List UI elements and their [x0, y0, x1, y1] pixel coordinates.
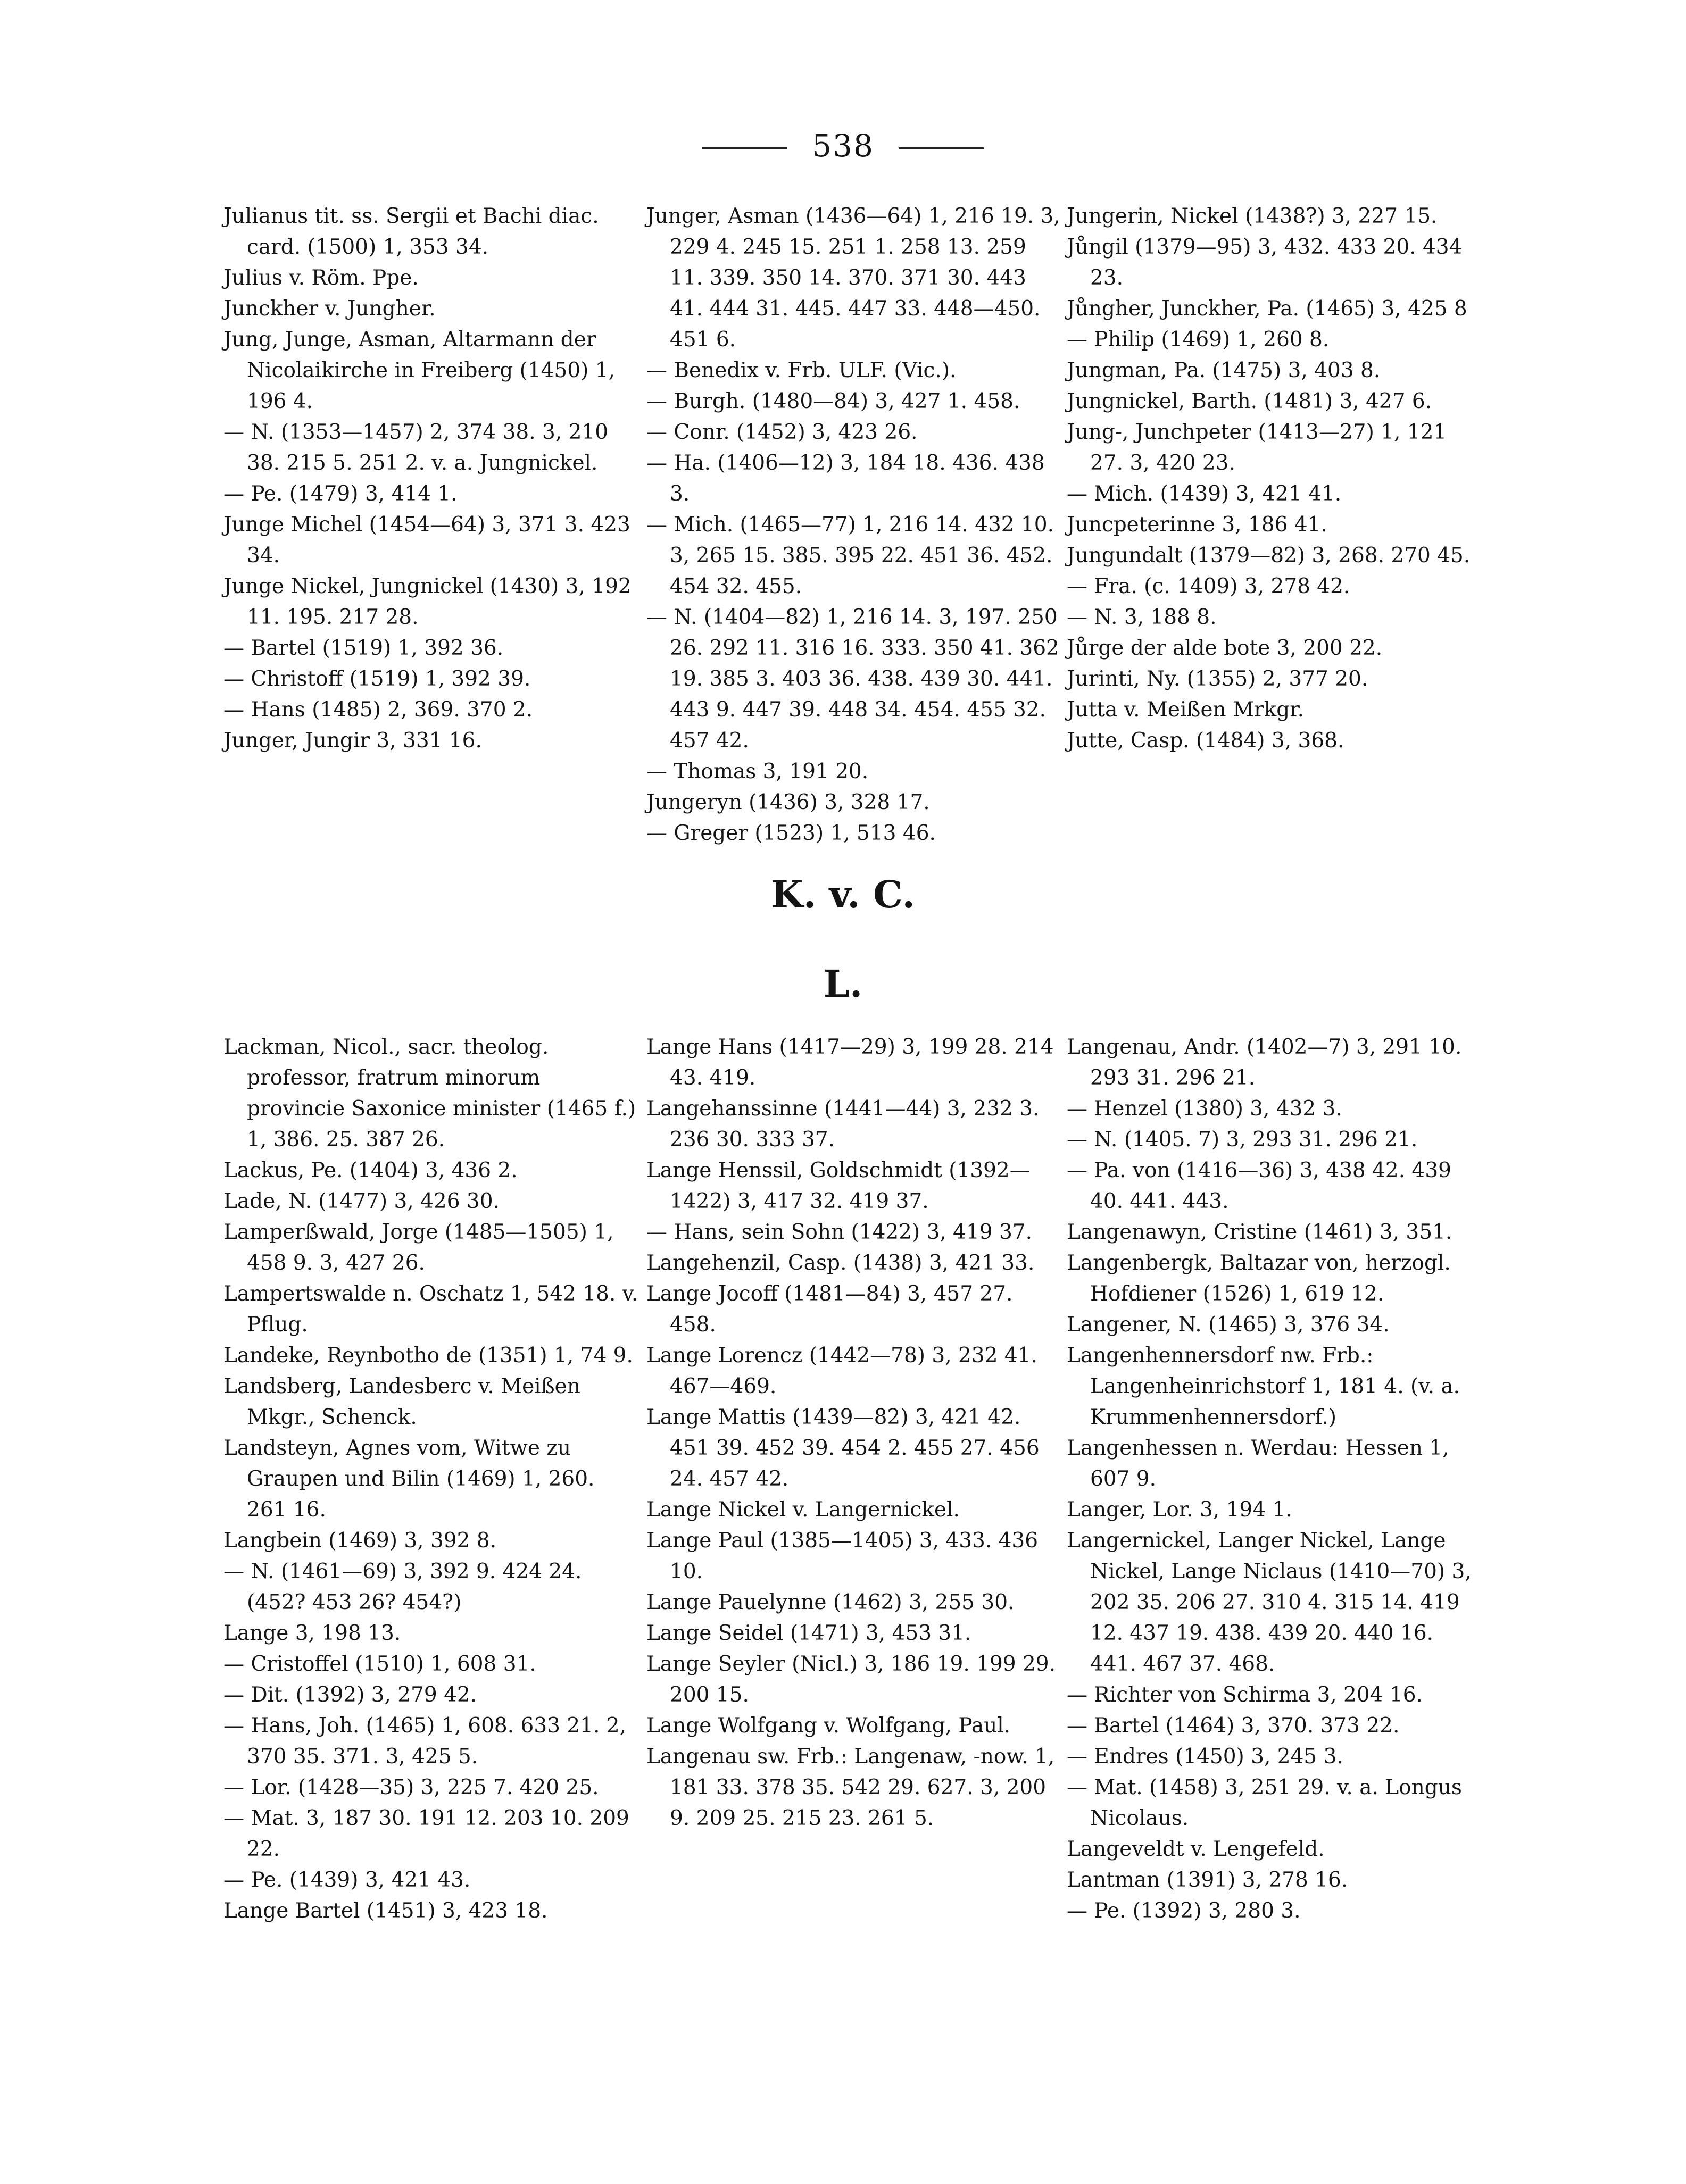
index-entry: Jurinti, Ny. (1355) 2, 377 20.: [1067, 667, 1368, 691]
index-entry: Langenau sw. Frb.: Langenaw, -now. 1, 181 33. 378 35. 542 29. 627. 3, 200 9. 209 25. 215 23. 261 5.: [646, 1745, 1055, 1830]
page-header: [0, 128, 1686, 164]
index-entry: Jungerin, Nickel (1438?) 3, 227 15.: [1067, 204, 1438, 228]
index-entry: — Mat. (1458) 3, 251 29. v. a. Longus Nicolaus.: [1067, 1775, 1462, 1830]
index-entry: Jungeryn (1436) 3, 328 17.: [646, 790, 930, 814]
index-entry: — N. (1461—69) 3, 392 9. 424 24. (452? 453 26? 454?): [223, 1560, 582, 1614]
page-number: 538: [812, 128, 874, 164]
index-entry: — Hans, sein Sohn (1422) 3, 419 37.: [646, 1220, 1033, 1244]
index-entry: Lange Hans (1417—29) 3, 199 28. 214 43. 419.: [646, 1035, 1054, 1090]
header-rule-left: [702, 147, 787, 149]
index-entry: Landsberg, Landesberc v. Meißen Mkgr., Schenck.: [223, 1374, 580, 1429]
index-entry: Jung-, Junchpeter (1413—27) 1, 121 27. 3, 420 23.: [1067, 420, 1447, 475]
index-entry: Lange Henssil, Goldschmidt (1392—1422) 3, 417 32. 419 37.: [646, 1158, 1031, 1213]
index-entry: — Endres (1450) 3, 245 3.: [1067, 1745, 1343, 1769]
index-entry: Juncpeterinne 3, 186 41.: [1067, 513, 1327, 537]
index-entry: Junger, Jungir 3, 331 16.: [223, 729, 482, 753]
index-entry: — Pe. (1439) 3, 421 43.: [223, 1868, 471, 1892]
index-entry: Lade, N. (1477) 3, 426 30.: [223, 1189, 500, 1213]
index-entry: Lange Nickel v. Langernickel.: [646, 1498, 960, 1522]
index-entry: Junge Nickel, Jungnickel (1430) 3, 192 11. 195. 217 28.: [223, 574, 632, 629]
index-entry: Landeke, Reynbotho de (1351) 1, 74 9.: [223, 1344, 633, 1368]
index-entry: — Greger (1523) 1, 513 46.: [646, 821, 936, 845]
index-entry: — Christoff (1519) 1, 392 39.: [223, 667, 531, 691]
index-entry: Junger, Asman (1436—64) 1, 216 19. 3, 229 4. 245 15. 251 1. 258 13. 259 11. 339. 350 14. 370. 371 30. 443 41. 444 31. 445. 447 33. 448—450. 451 6.: [646, 204, 1060, 352]
index-entry: — Mat. 3, 187 30. 191 12. 203 10. 209 22.: [223, 1806, 629, 1861]
index-entry: Lackman, Nicol., sacr. theolog. professor, fratrum minorum provincie Saxonice minister (1465 f.) 1, 386. 25. 387 26.: [223, 1035, 636, 1152]
index-entry: — Henzel (1380) 3, 432 3.: [1067, 1097, 1342, 1121]
index-entry: — Dit. (1392) 3, 279 42.: [223, 1683, 477, 1707]
index-entry: — N. (1404—82) 1, 216 14. 3, 197. 250 26. 292 11. 316 16. 333. 350 41. 362 19. 385 3. 403 36. 438. 439 30. 441. 443 9. 447 39. 448 34. 454. 455 32. 457 42.: [646, 605, 1059, 753]
index-entry: Langenbergk, Baltazar von, herzogl. Hofdiener (1526) 1, 619 12.: [1067, 1251, 1451, 1306]
index-entry: Langenawyn, Cristine (1461) 3, 351.: [1067, 1220, 1452, 1244]
index-entry: Lange Seyler (Nicl.) 3, 186 19. 199 29. 200 15.: [646, 1652, 1056, 1707]
index-entry: — Mich. (1465—77) 1, 216 14. 432 10. 3, 265 15. 385. 395 22. 451 36. 452. 454 32. 455.: [646, 513, 1054, 598]
index-entry: Langener, N. (1465) 3, 376 34.: [1067, 1313, 1390, 1337]
index-entry: Langehenzil, Casp. (1438) 3, 421 33.: [646, 1251, 1035, 1275]
index-entry: — Philip (1469) 1, 260 8.: [1067, 328, 1330, 352]
index-entry: Langer, Lor. 3, 194 1.: [1067, 1498, 1292, 1522]
index-entry: Langeveldt v. Lengefeld.: [1067, 1837, 1325, 1861]
index-entry: Jůrge der alde bote 3, 200 22.: [1067, 636, 1383, 660]
index-entry: Lantman (1391) 3, 278 16.: [1067, 1868, 1348, 1892]
index-entry: Jungundalt (1379—82) 3, 268. 270 45.: [1067, 544, 1471, 568]
index-entry: Lange Mattis (1439—82) 3, 421 42. 451 39. 452 39. 454 2. 455 27. 456 24. 457 42.: [646, 1405, 1040, 1491]
index-entry: Langernickel, Langer Nickel, Lange Nickel, Lange Niclaus (1410—70) 3, 202 35. 206 27. 310 4. 315 14. 419 12. 437 19. 438. 439 20. 440 16. 441. 467 37. 468.: [1067, 1529, 1472, 1676]
index-entry: Lange 3, 198 13.: [223, 1621, 401, 1645]
index-entry: — Ha. (1406—12) 3, 184 18. 436. 438 3.: [646, 451, 1045, 506]
index-entry: — Lor. (1428—35) 3, 225 7. 420 25.: [223, 1775, 599, 1799]
index-entry: Jůngil (1379—95) 3, 432. 433 20. 434 23.: [1067, 235, 1463, 290]
index-entry: Landsteyn, Agnes vom, Witwe zu Graupen und Bilin (1469) 1, 260. 261 16.: [223, 1436, 595, 1522]
section-heading-l: L.: [823, 962, 863, 1006]
index-entry: Lange Jocoff (1481—84) 3, 457 27. 458.: [646, 1282, 1013, 1337]
index-entry: — Pe. (1392) 3, 280 3.: [1067, 1899, 1301, 1923]
index-entry: Jutta v. Meißen Mrkgr.: [1067, 698, 1305, 722]
index-entry: Lampertswalde n. Oschatz 1, 542 18. v. Pflug.: [223, 1282, 638, 1337]
index-column-bottom-3: [1067, 1032, 1482, 1927]
index-entry: — Hans, Joh. (1465) 1, 608. 633 21. 2, 370 35. 371. 3, 425 5.: [223, 1714, 626, 1769]
index-entry: Jůngher, Junckher, Pa. (1465) 3, 425 8: [1067, 297, 1467, 321]
index-column-top-1: [223, 201, 638, 756]
index-entry: Lange Lorencz (1442—78) 3, 232 41. 467—469.: [646, 1344, 1037, 1398]
index-entry: Jungnickel, Barth. (1481) 3, 427 6.: [1067, 389, 1432, 413]
index-entry: Lange Bartel (1451) 3, 423 18.: [223, 1899, 548, 1923]
index-entry: — N. (1353—1457) 2, 374 38. 3, 210 38. 215 5. 251 2. v. a. Jungnickel.: [223, 420, 609, 475]
index-entry: Langenau, Andr. (1402—7) 3, 291 10. 293 31. 296 21.: [1067, 1035, 1462, 1090]
index-entry: Langbein (1469) 3, 392 8.: [223, 1529, 496, 1553]
index-entry: — Richter von Schirma 3, 204 16.: [1067, 1683, 1423, 1707]
index-entry: — Benedix v. Frb. ULF. (Vic.).: [646, 359, 957, 382]
index-entry: Langenhennersdorf nw. Frb.: Langenheinrichstorf 1, 181 4. (v. a. Krummenhennersdorf.): [1067, 1344, 1460, 1429]
index-entry: Jungman, Pa. (1475) 3, 403 8.: [1067, 359, 1381, 382]
index-entry: Jung, Junge, Asman, Altarmann der Nicolaikirche in Freiberg (1450) 1, 196 4.: [223, 328, 615, 413]
index-entry: — Thomas 3, 191 20.: [646, 760, 869, 783]
index-entry: — Fra. (c. 1409) 3, 278 42.: [1067, 574, 1350, 598]
index-column-top-2: [646, 201, 1061, 849]
index-entry: — Cristoffel (1510) 1, 608 31.: [223, 1652, 536, 1676]
index-entry: — Mich. (1439) 3, 421 41.: [1067, 482, 1342, 506]
index-entry: Julianus tit. ss. Sergii et Bachi diac. card. (1500) 1, 353 34.: [223, 204, 599, 259]
index-entry: Langehanssinne (1441—44) 3, 232 3. 236 30. 333 37.: [646, 1097, 1040, 1152]
index-entry: Jutte, Casp. (1484) 3, 368.: [1067, 729, 1344, 753]
index-entry: Lamperßwald, Jorge (1485—1505) 1, 458 9. 3, 427 26.: [223, 1220, 614, 1275]
index-entry: — Bartel (1519) 1, 392 36.: [223, 636, 504, 660]
header-rule-right: [899, 147, 984, 149]
index-entry: — N. (1405. 7) 3, 293 31. 296 21.: [1067, 1128, 1418, 1152]
index-entry: — Bartel (1464) 3, 370. 373 22.: [1067, 1714, 1400, 1738]
index-entry: — N. 3, 188 8.: [1067, 605, 1217, 629]
index-entry: Julius v. Röm. Ppe.: [223, 266, 419, 290]
index-entry: Lange Seidel (1471) 3, 453 31.: [646, 1621, 971, 1645]
index-entry: Junge Michel (1454—64) 3, 371 3. 423 34.: [223, 513, 630, 568]
index-column-bottom-1: [223, 1032, 638, 1927]
index-entry: Langenhessen n. Werdau: Hessen 1, 607 9.: [1067, 1436, 1449, 1491]
index-entry: Lange Paul (1385—1405) 3, 433. 436 10.: [646, 1529, 1039, 1583]
index-entry: — Pe. (1479) 3, 414 1.: [223, 482, 458, 506]
index-entry: Lange Wolfgang v. Wolfgang, Paul.: [646, 1714, 1011, 1738]
index-entry: — Pa. von (1416—36) 3, 438 42. 439 40. 441. 443.: [1067, 1158, 1451, 1213]
index-column-top-3: [1067, 201, 1482, 756]
index-entry: — Hans (1485) 2, 369. 370 2.: [223, 698, 533, 722]
index-entry: — Burgh. (1480—84) 3, 427 1. 458.: [646, 389, 1020, 413]
index-entry: Lackus, Pe. (1404) 3, 436 2.: [223, 1158, 518, 1182]
index-entry: Lange Pauelynne (1462) 3, 255 30.: [646, 1590, 1015, 1614]
index-column-bottom-2: [646, 1032, 1061, 1834]
index-entry: Junckher v. Jungher.: [223, 297, 436, 321]
section-heading-k: K. v. C.: [771, 872, 915, 916]
index-entry: — Conr. (1452) 3, 423 26.: [646, 420, 918, 444]
